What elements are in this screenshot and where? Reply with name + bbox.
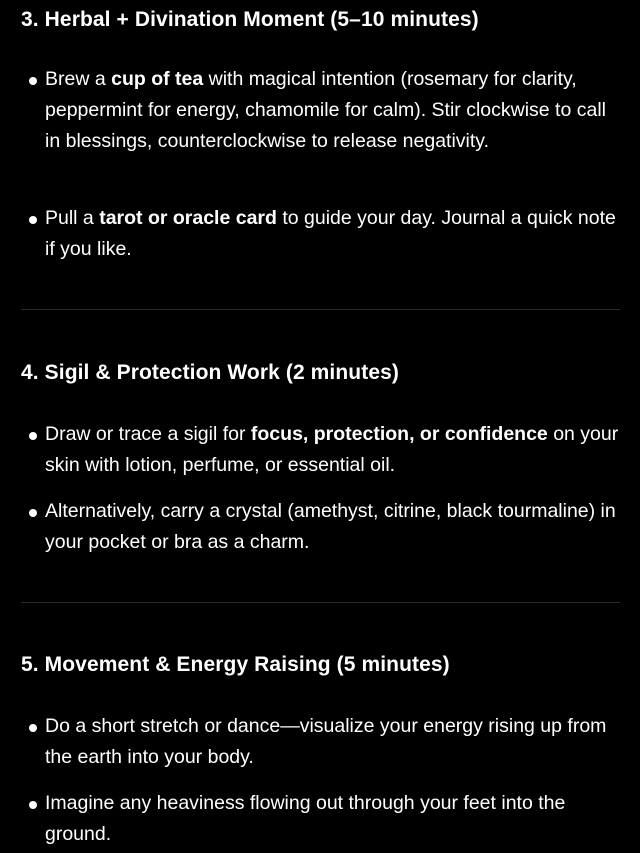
bullet-icon	[29, 432, 37, 440]
bullet-text: Imagine any heaviness flowing out through your feet into the ground.	[45, 792, 566, 845]
section-heading: 4. Sigil & Protection Work (2 minutes)	[21, 361, 399, 384]
bullet-text: Draw or trace a sigil for focus, protection, or confidence on your skin with lotion, perfume, or essential oil.	[45, 423, 619, 476]
bullet-icon	[29, 77, 37, 85]
bullet-icon	[29, 509, 37, 517]
bullet-text: Do a short stretch or dance—visualize your energy rising up from the earth into your body.	[45, 715, 607, 768]
bullet-icon	[29, 801, 37, 809]
bullet-text: Alternatively, carry a crystal (amethyst, citrine, black tourmaline) in your pocket or bra as a charm.	[45, 500, 616, 553]
bullet-text: Pull a tarot or oracle card to guide your day. Journal a quick note if you like.	[45, 207, 616, 260]
section-heading: 3. Herbal + Divination Moment (5–10 minutes)	[21, 8, 479, 31]
section-divider	[21, 602, 620, 603]
bullet-text: Brew a cup of tea with magical intention (rosemary for clarity, peppermint for energy, chamomile for calm). Stir clockwise to call in blessings, counterclockwise to release negativity.	[45, 68, 606, 152]
bullet-icon	[29, 724, 37, 732]
bullet-icon	[29, 216, 37, 224]
section-heading: 5. Movement & Energy Raising (5 minutes)	[21, 653, 450, 676]
section-divider	[21, 309, 620, 310]
